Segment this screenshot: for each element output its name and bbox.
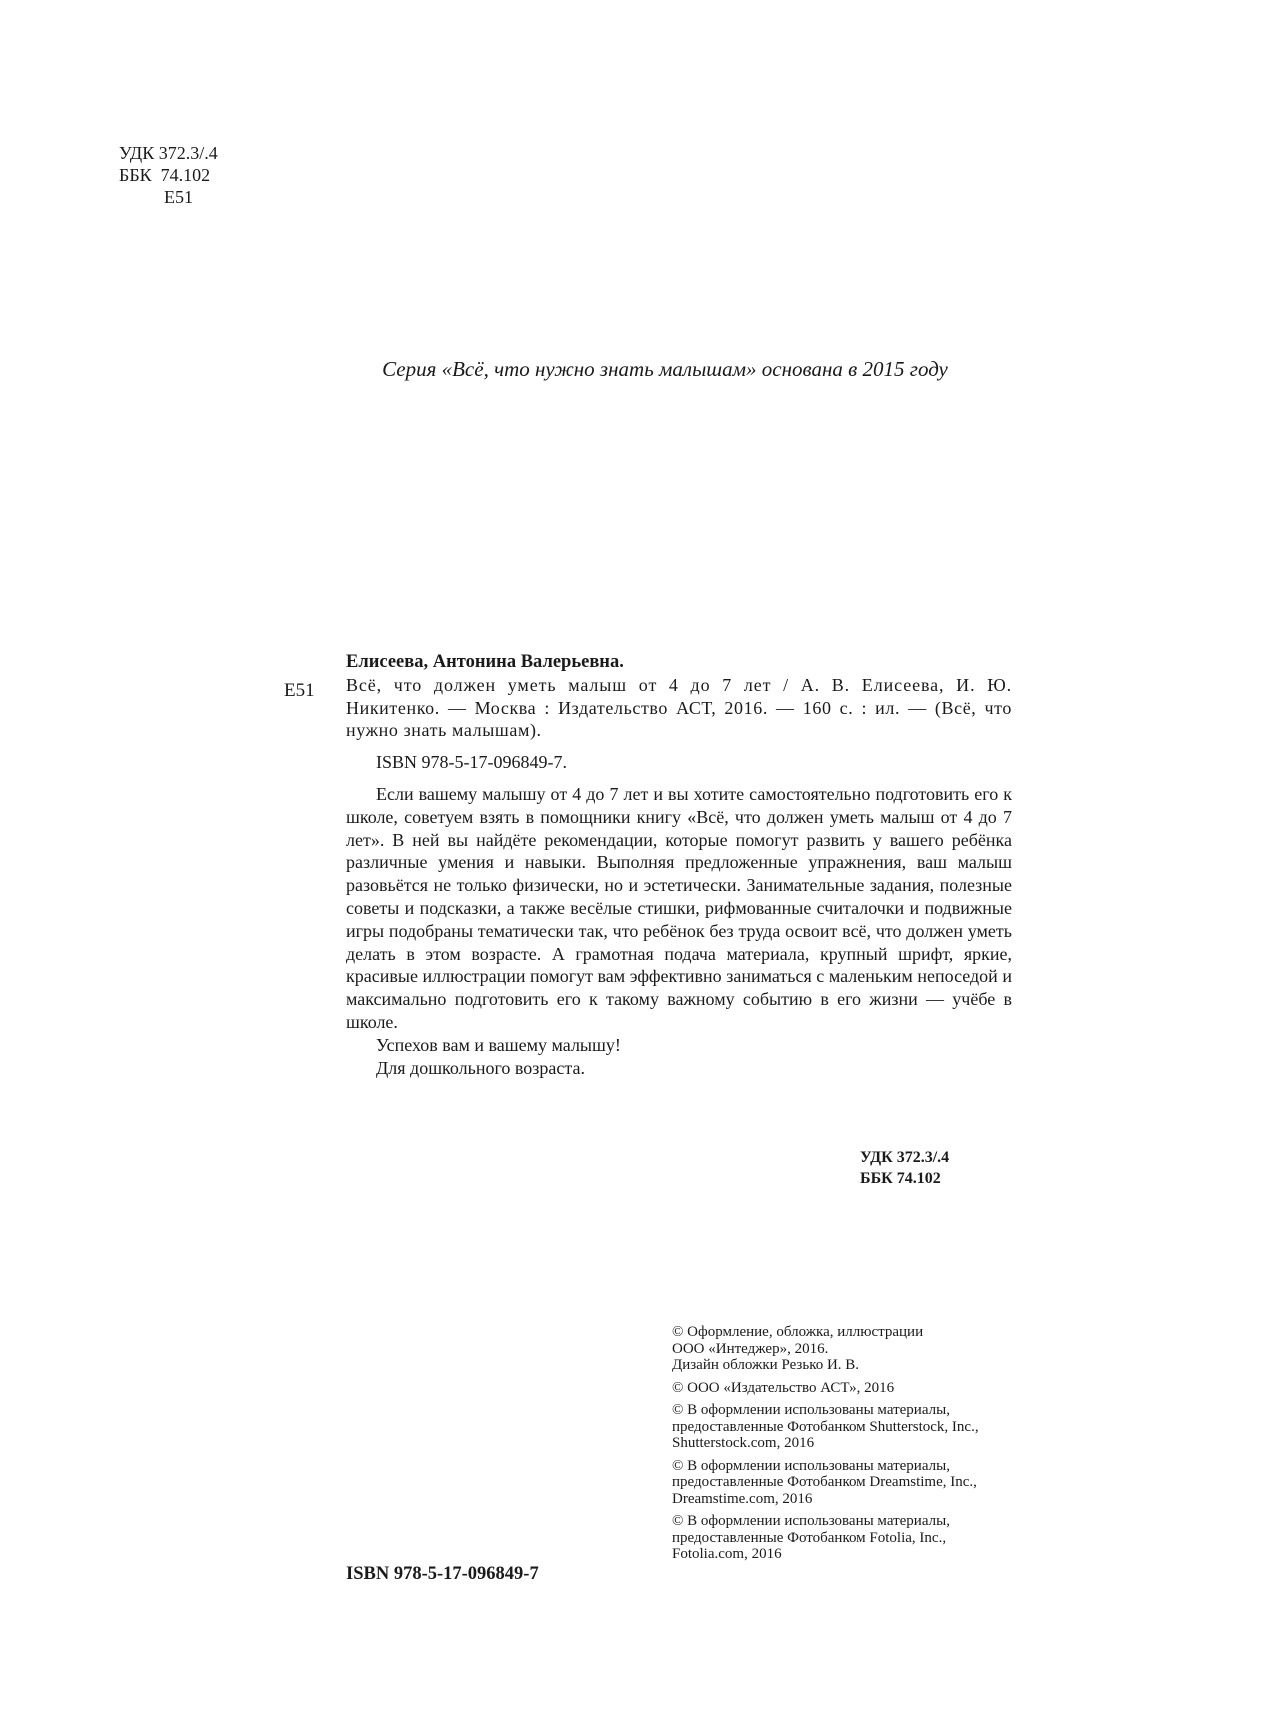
copyright-line: © В оформлении использованы материалы,	[672, 1457, 950, 1474]
udk-code-bottom: УДК 372.3/.4	[860, 1149, 950, 1166]
copyright-line: © В оформлении использованы материалы,	[672, 1402, 950, 1418]
copyright-line: © В оформлении использованы материалы,	[672, 1513, 950, 1529]
copyright-line: Shutterstock.com, 2016	[672, 1435, 815, 1451]
catalog-card	[346, 651, 1012, 1079]
copyright-block	[672, 1380, 1002, 1397]
entry-annotation: Если вашему малышу от 4 до 7 лет и вы хотите самостоятельно подготовить его к школе, советуем взять в помощники книгу «Всё, что должен уметь малыш от 4 до 7 лет». В ней вы найдёте рекомендации, которые помогут развить у вашего ребёнка различные умения и навыки. Выполняя предложенные упражнения, ваш малыш разовьётся не только физически, но и эстетически. Занимательные задания, полезные советы и подсказки, а также весёлые стишки, рифмованные считалочки и подвижные игры подобраны тематически так, что ребёнок без труда освоит всё, что должен уметь делать в этом возрасте. А грамотная подача материала, крупный шрифт, яркие, красивые иллюстрации помогут вам эффективно заниматься с маленьким непоседой и максимально подготовить его к такому важному событию в его жизни — учёбе в школе.	[346, 783, 1012, 1032]
copyright-line: предоставленные Фотобанком Fotolia, Inc.,	[672, 1529, 947, 1546]
copyright-line: предоставленные Фотобанком Dreamstime, Inc.,	[672, 1474, 977, 1490]
copyright-block	[672, 1458, 1002, 1508]
entry-isbn: ISBN 978-5-17-096849-7.	[376, 752, 567, 773]
copyright-block	[672, 1402, 1002, 1452]
entry-author-sign: Е51	[284, 680, 315, 701]
isbn-bottom: ISBN 978-5-17-096849-7	[346, 1564, 539, 1584]
copyright-line: © ООО «Издательство АСТ», 2016	[672, 1379, 895, 1396]
author-sign: Е51	[164, 187, 193, 207]
copyright-line: Fotolia.com, 2016	[672, 1546, 782, 1562]
classification-codes-bottom	[860, 1147, 949, 1189]
copyright-line: предоставленные Фотобанком Shutterstock, Inc.,	[672, 1418, 979, 1435]
bbk-code: ББК 74.102	[119, 165, 211, 185]
copyright-line: Dreamstime.com, 2016	[672, 1490, 813, 1507]
copyright-block	[672, 1324, 1002, 1374]
bbk-code-bottom: ББК 74.102	[860, 1170, 941, 1187]
copyright-line: © Оформление, обложка, иллюстрации	[672, 1324, 924, 1340]
entry-title-description: Всё, что должен уметь малыш от 4 до 7 лет / А. В. Елисеева, И. Ю. Никитенко. — Москва : Издательство АСТ, 2016. — 160 с. : ил. — (Всё, что нужно знать малышам).	[346, 674, 1012, 741]
udk-code: УДК 372.3/.4	[119, 143, 218, 163]
series-note: Серия «Всё, что нужно знать малышам» основана в 2015 году	[382, 357, 948, 381]
copyright-notices	[672, 1324, 1002, 1569]
entry-age-rating: Для дошкольного возраста.	[376, 1057, 585, 1078]
entry-author: Елисеева, Антонина Валерьевна.	[346, 652, 624, 672]
copyright-line: ООО «Интеджер», 2016.	[672, 1340, 829, 1357]
copyright-block	[672, 1513, 1002, 1563]
entry-wish: Успехов вам и вашему малышу!	[376, 1034, 621, 1055]
copyright-line: Дизайн обложки Резько И. В.	[672, 1357, 860, 1373]
classification-codes-top	[119, 142, 218, 208]
